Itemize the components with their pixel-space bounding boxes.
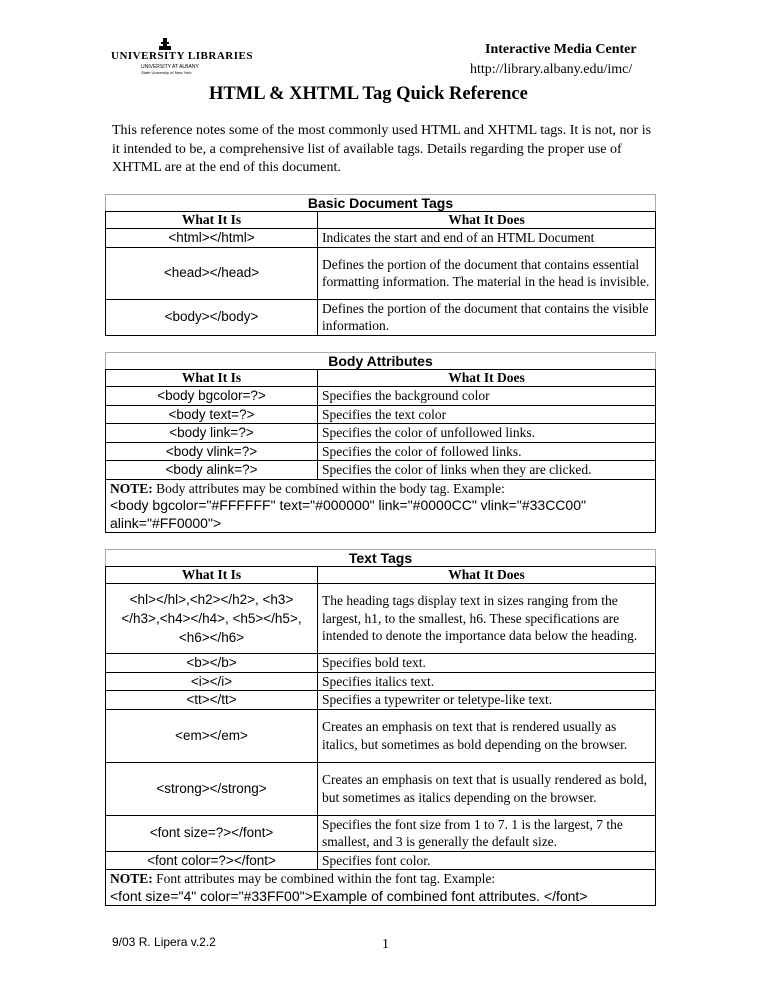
column-header-what: What It Is [106,370,318,387]
table-caption: Basic Document Tags [106,195,656,212]
page-title: HTML & XHTML Tag Quick Reference [209,84,528,104]
intro-paragraph: This reference notes some of the most commonly used HTML and XHTML tags. It is not, nor is it intended to be, a comprehensive list of available tags. Details regarding the proper use of XHTML are at the end of this document. [112,123,652,175]
tower-icon [155,38,175,50]
note-code: <body bgcolor="#FFFFFF" text="#000000" link="#0000CC" vlink="#33CC00" alink="#FF0000"> [110,497,586,531]
note-text: Body attributes may be combined within the body tag. Example: [152,480,505,496]
table-row: <font color=?></font> Specifies font color. [106,851,656,870]
table-row: <tt></tt> Specifies a typewriter or teletype-like text. [106,691,656,710]
text-tags-table [105,549,656,906]
column-header-does: What It Does [318,567,656,584]
note-row [106,479,656,533]
table-row: <em></em> Creates an emphasis on text that is rendered usually as italics, but sometimes as bold depending on the browser. [106,709,656,762]
logo-subtitle: UNIVERSITY AT ALBANY [141,64,199,70]
note-code: <font size="4" color="#33FF00">Example of combined font attributes. </font> [110,887,588,904]
page-number: 1 [382,937,389,952]
note-row [106,870,656,906]
table-row: <i></i> Specifies italics text. [106,672,656,691]
logo-name: UNIVERSITY LIBRARIES [111,50,253,62]
note-label: NOTE: [110,871,153,886]
table-row: <body link=?> Specifies the color of unfollowed links. [106,424,656,443]
column-header-does: What It Does [318,370,656,387]
note-text: Font attributes may be combined within the font tag. Example: [152,871,496,886]
table-row: <body text=?> Specifies the text color [106,405,656,424]
footer-version: 9/03 R. Lipera v.2.2 [112,935,216,949]
column-header-does: What It Does [318,212,656,229]
table-row: <html></html> Indicates the start and end of an HTML Document [106,229,656,248]
table-row: <body bgcolor=?> Specifies the background color [106,387,656,406]
table-caption: Body Attributes [106,353,656,370]
body-attributes-table [105,352,656,533]
table-caption: Text Tags [106,550,656,567]
column-header-what: What It Is [106,212,318,229]
table-row: <strong></strong> Creates an emphasis on text that is usually rendered as bold, but sometimes as italics depending on the browser. [106,762,656,815]
table-row: <font size=?></font> Specifies the font size from 1 to 7. 1 is the largest, 7 the smallest, and 3 is generally the default size. [106,815,656,851]
university-libraries-logo [111,38,253,80]
table-row: <head></head> Defines the portion of the document that contains essential formatting information. The material in the head is invisible. [106,247,656,299]
center-url[interactable]: http://library.albany.edu/imc/ [470,62,633,76]
table-row: <body></body> Defines the portion of the document that contains the visible information. [106,299,656,335]
column-header-what: What It Is [106,567,318,584]
table-row: <body alink=?> Specifies the color of links when they are clicked. [106,461,656,480]
center-name: Interactive Media Center [485,42,637,57]
logo-subtitle-small: State University of New York [141,70,192,75]
basic-tags-table [105,194,656,336]
table-row: <body vlink=?> Specifies the color of followed links. [106,442,656,461]
table-row: <b></b> Specifies bold text. [106,654,656,673]
table-row: <hl></hl>,<h2></h2>, <h3></h3>,<h4></h4>, <h5></h5>,<h6></h6> The heading tags display text in sizes ranging from the largest, h1, to the smallest, h6. These specifications are intended to denote the importance data below the heading. [106,584,656,654]
note-label: NOTE: [110,480,153,496]
